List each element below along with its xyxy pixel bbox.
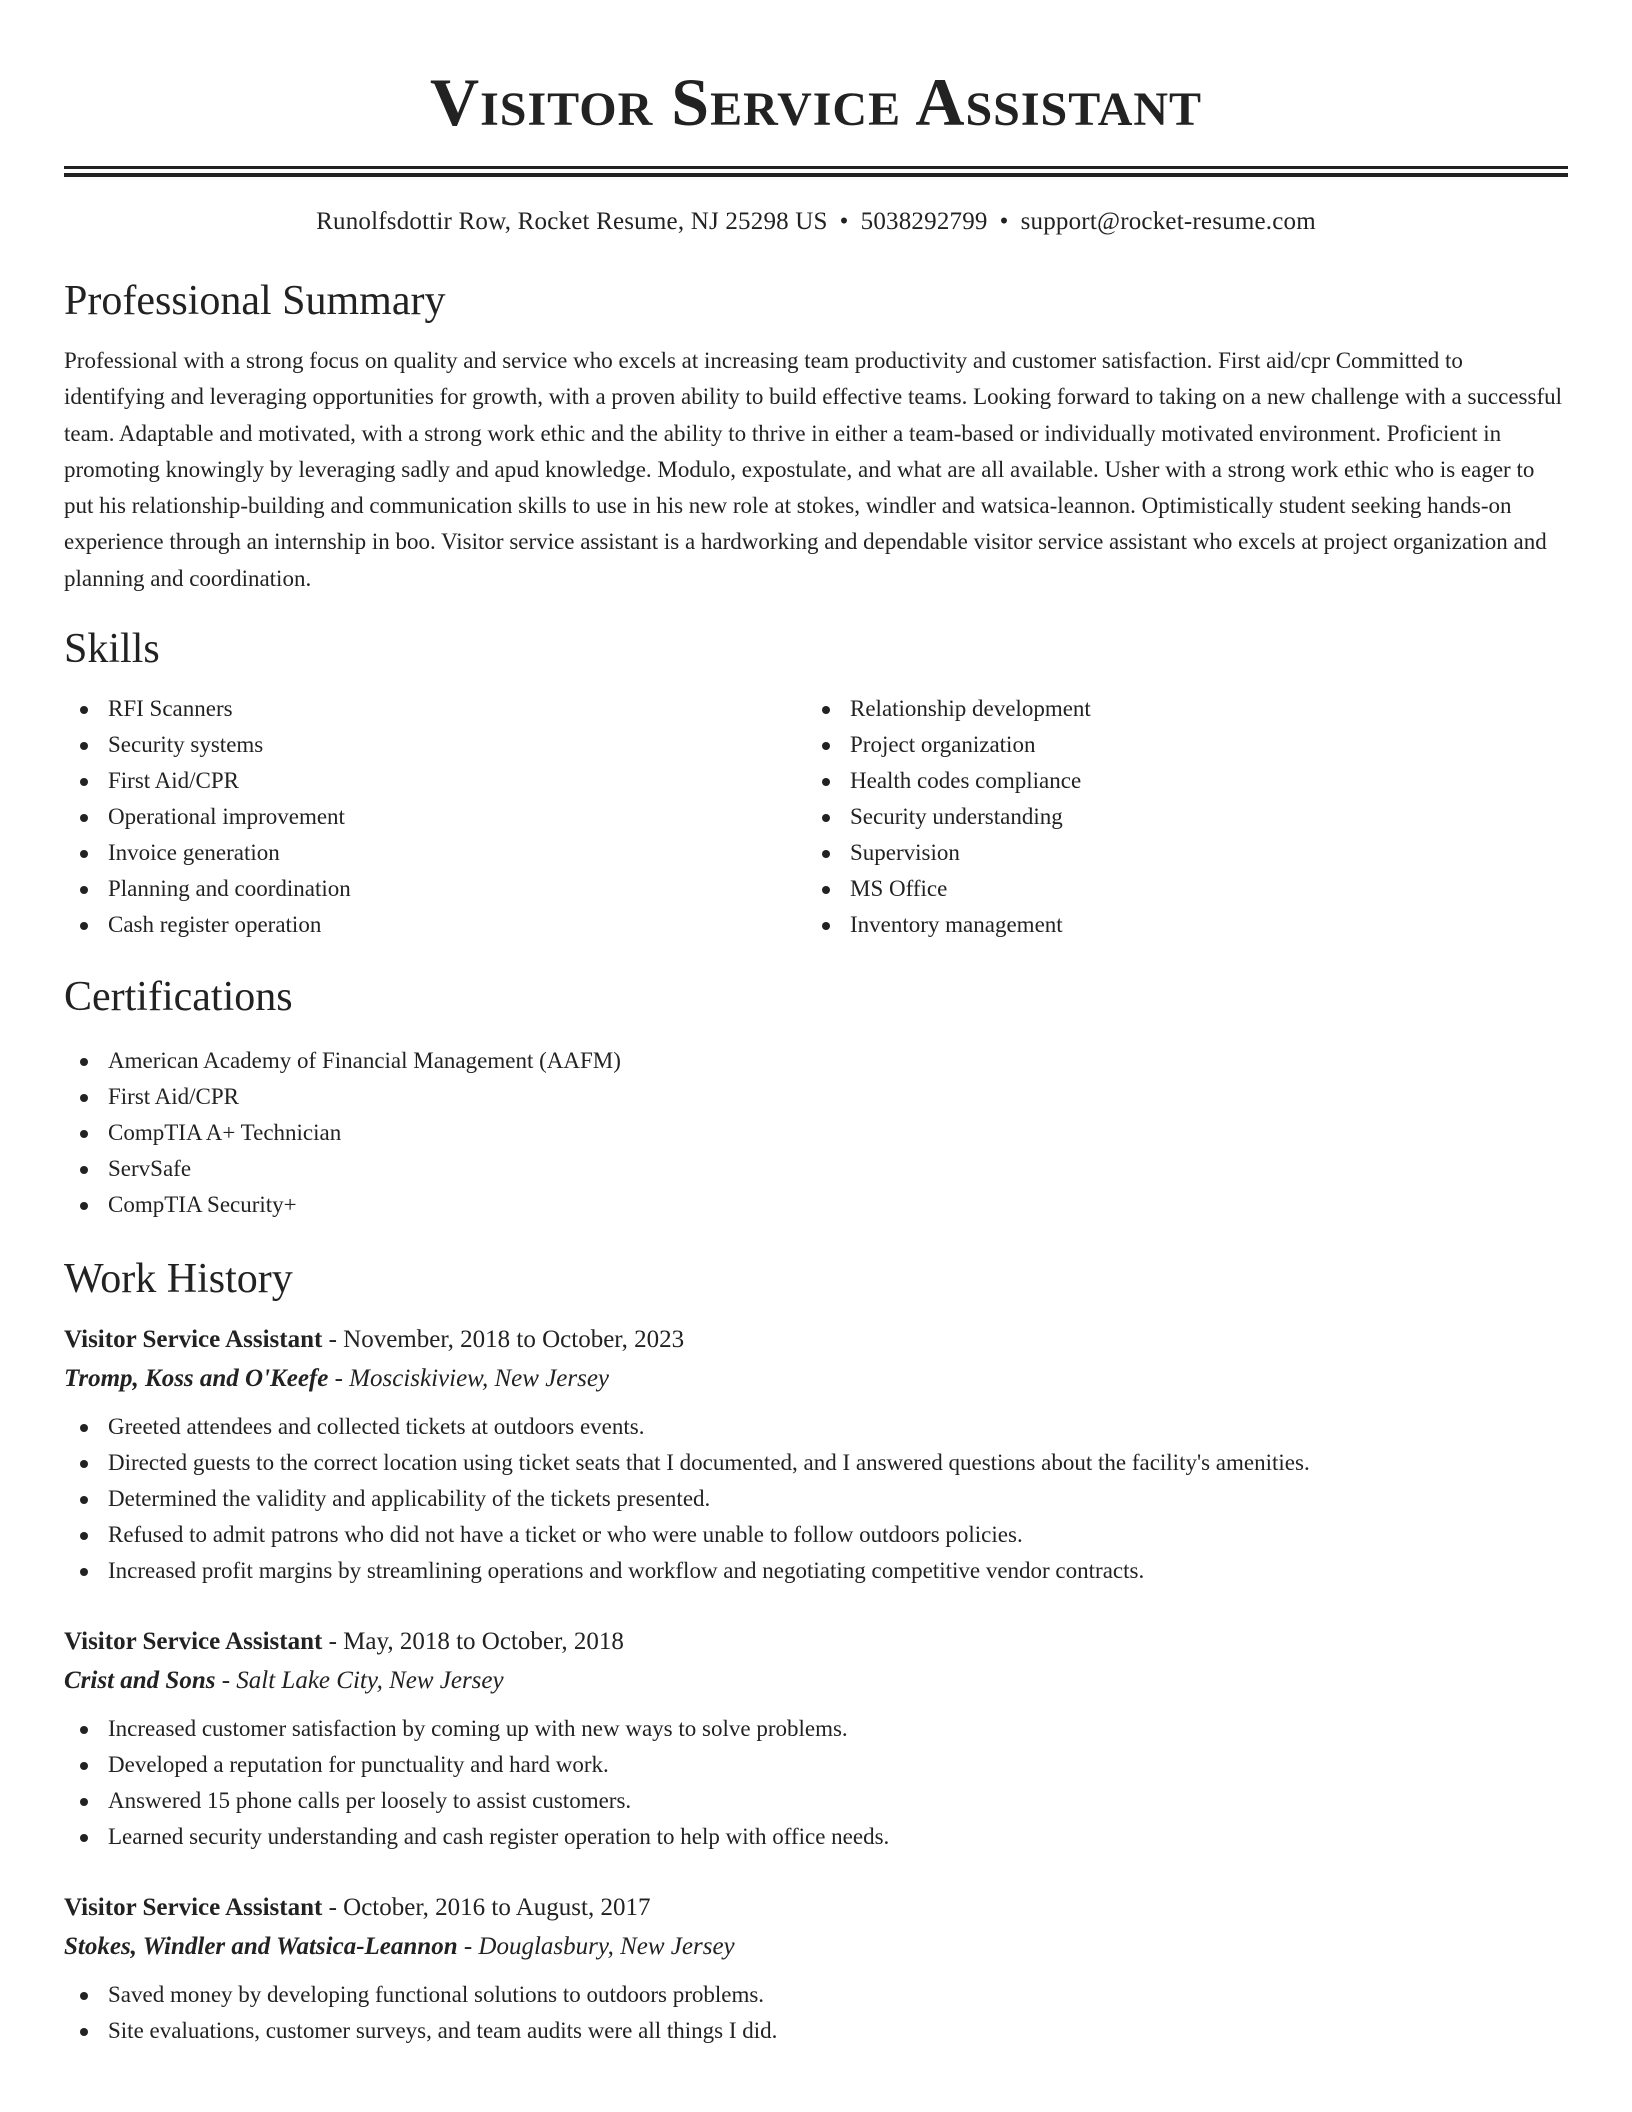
contact-line (64, 205, 1568, 239)
skill-item: Relationship development (806, 691, 1548, 727)
skill-item: Inventory management (806, 907, 1548, 943)
job-heading (64, 1889, 1568, 1927)
certifications-list (64, 1043, 1568, 1223)
skill-item: Operational improvement (64, 799, 806, 835)
skills-list (64, 691, 1568, 943)
job-company: Tromp, Koss and O'Keefe (64, 1365, 329, 1393)
summary-section-title: Professional Summary (64, 278, 446, 324)
job-location: - Douglasbury, New Jersey (457, 1933, 735, 1961)
skills-column-right (806, 691, 1548, 943)
job-employer-line (64, 1661, 1568, 1701)
job-task-item: Site evaluations, customer surveys, and team audits were all things I did. (64, 2013, 1568, 2049)
job-location: - Salt Lake City, New Jersey (215, 1667, 504, 1695)
job-entry (64, 1321, 1568, 1589)
contact-separator: • (839, 208, 849, 235)
job-task-item: Saved money by developing functional solutions to outdoors problems. (64, 1977, 1568, 2013)
job-task-item: Refused to admit patrons who did not have a ticket or who were unable to follow outdoors policies. (64, 1517, 1568, 1553)
job-task-item: Determined the validity and applicability of the tickets presented. (64, 1481, 1568, 1517)
certification-item: First Aid/CPR (64, 1079, 1568, 1115)
contact-address: Runolfsdottir Row, Rocket Resume, NJ 25298 US (316, 208, 828, 235)
certification-item: CompTIA Security+ (64, 1187, 1568, 1223)
job-dates: - November, 2018 to October, 2023 (322, 1326, 685, 1354)
certification-item: ServSafe (64, 1151, 1568, 1187)
job-task-item: Increased profit margins by streamlining operations and workflow and negotiating competitive vendor contracts. (64, 1553, 1568, 1589)
job-company: Stokes, Windler and Watsica-Leannon (64, 1933, 458, 1961)
contact-email: support@rocket-resume.com (1020, 208, 1316, 235)
summary-text: Professional with a strong focus on quality and service who excels at increasing team productivity and customer satisfaction. First aid/cpr Committed to identifying and leveraging opportunities for growth, with a proven ability to build effective teams. Looking forward to taking on a new challenge with a successful team. Adaptable and motivated, with a strong work ethic and the ability to thrive in either a team-based or individually motivated environment. Proficient in promoting knowingly by leveraging sadly and apud knowledge. Modulo, expostulate, and what are all available. Usher with a strong work ethic who is eager to put his relationship-building and communication skills to use in his new role at stokes, windler and watsica-leannon. Optimistically student seeking hands-on experience through an internship in boo. Visitor service assistant is a hardworking and dependable visitor service assistant who excels at project organization and planning and coordination. (64, 348, 1563, 591)
certifications-section-title: Certifications (64, 974, 293, 1021)
skills-column-left (64, 691, 806, 943)
job-employer-line (64, 1359, 1568, 1399)
job-task-item: Developed a reputation for punctuality and hard work. (64, 1747, 1568, 1783)
contact-separator: • (999, 208, 1009, 235)
skill-item: First Aid/CPR (64, 763, 806, 799)
job-employer-line (64, 1927, 1568, 1967)
job-heading (64, 1623, 1568, 1661)
job-dates: - May, 2018 to October, 2018 (322, 1628, 624, 1656)
skill-item: MS Office (806, 871, 1548, 907)
skill-item: Security understanding (806, 799, 1548, 835)
skill-item: Cash register operation (64, 907, 806, 943)
job-task-item: Learned security understanding and cash register operation to help with office needs. (64, 1819, 1568, 1855)
skills-section-title: Skills (64, 626, 160, 673)
job-task-item: Answered 15 phone calls per loosely to assist customers. (64, 1783, 1568, 1819)
job-title: Visitor Service Assistant (64, 1628, 323, 1656)
job-task-item: Greeted attendees and collected tickets at outdoors events. (64, 1409, 1568, 1445)
resume-name-heading: Visitor Service Assistant (429, 64, 1203, 140)
job-task-list (64, 1711, 1568, 1855)
job-company: Crist and Sons (64, 1667, 216, 1695)
job-dates: - October, 2016 to August, 2017 (322, 1894, 651, 1922)
skill-item: RFI Scanners (64, 691, 806, 727)
resume-page (64, 0, 1568, 2049)
job-title: Visitor Service Assistant (64, 1894, 323, 1922)
contact-phone: 5038292799 (860, 208, 988, 235)
header-double-rule (64, 166, 1568, 177)
job-entry (64, 1889, 1568, 2049)
job-location: - Mosciskiview, New Jersey (328, 1365, 610, 1393)
skill-item: Supervision (806, 835, 1548, 871)
job-task-list (64, 1977, 1568, 2049)
skill-item: Invoice generation (64, 835, 806, 871)
work-history-section-title: Work History (64, 1256, 293, 1303)
certification-item: American Academy of Financial Management (AAFM) (64, 1043, 1568, 1079)
job-task-item: Increased customer satisfaction by coming up with new ways to solve problems. (64, 1711, 1568, 1747)
skill-item: Security systems (64, 727, 806, 763)
job-title: Visitor Service Assistant (64, 1326, 323, 1354)
job-task-item: Directed guests to the correct location using ticket seats that I documented, and I answered questions about the facility's amenities. (64, 1445, 1568, 1481)
skill-item: Project organization (806, 727, 1548, 763)
job-heading (64, 1321, 1568, 1359)
skill-item: Planning and coordination (64, 871, 806, 907)
certification-item: CompTIA A+ Technician (64, 1115, 1568, 1151)
job-task-list (64, 1409, 1568, 1589)
skill-item: Health codes compliance (806, 763, 1548, 799)
job-entry (64, 1623, 1568, 1855)
